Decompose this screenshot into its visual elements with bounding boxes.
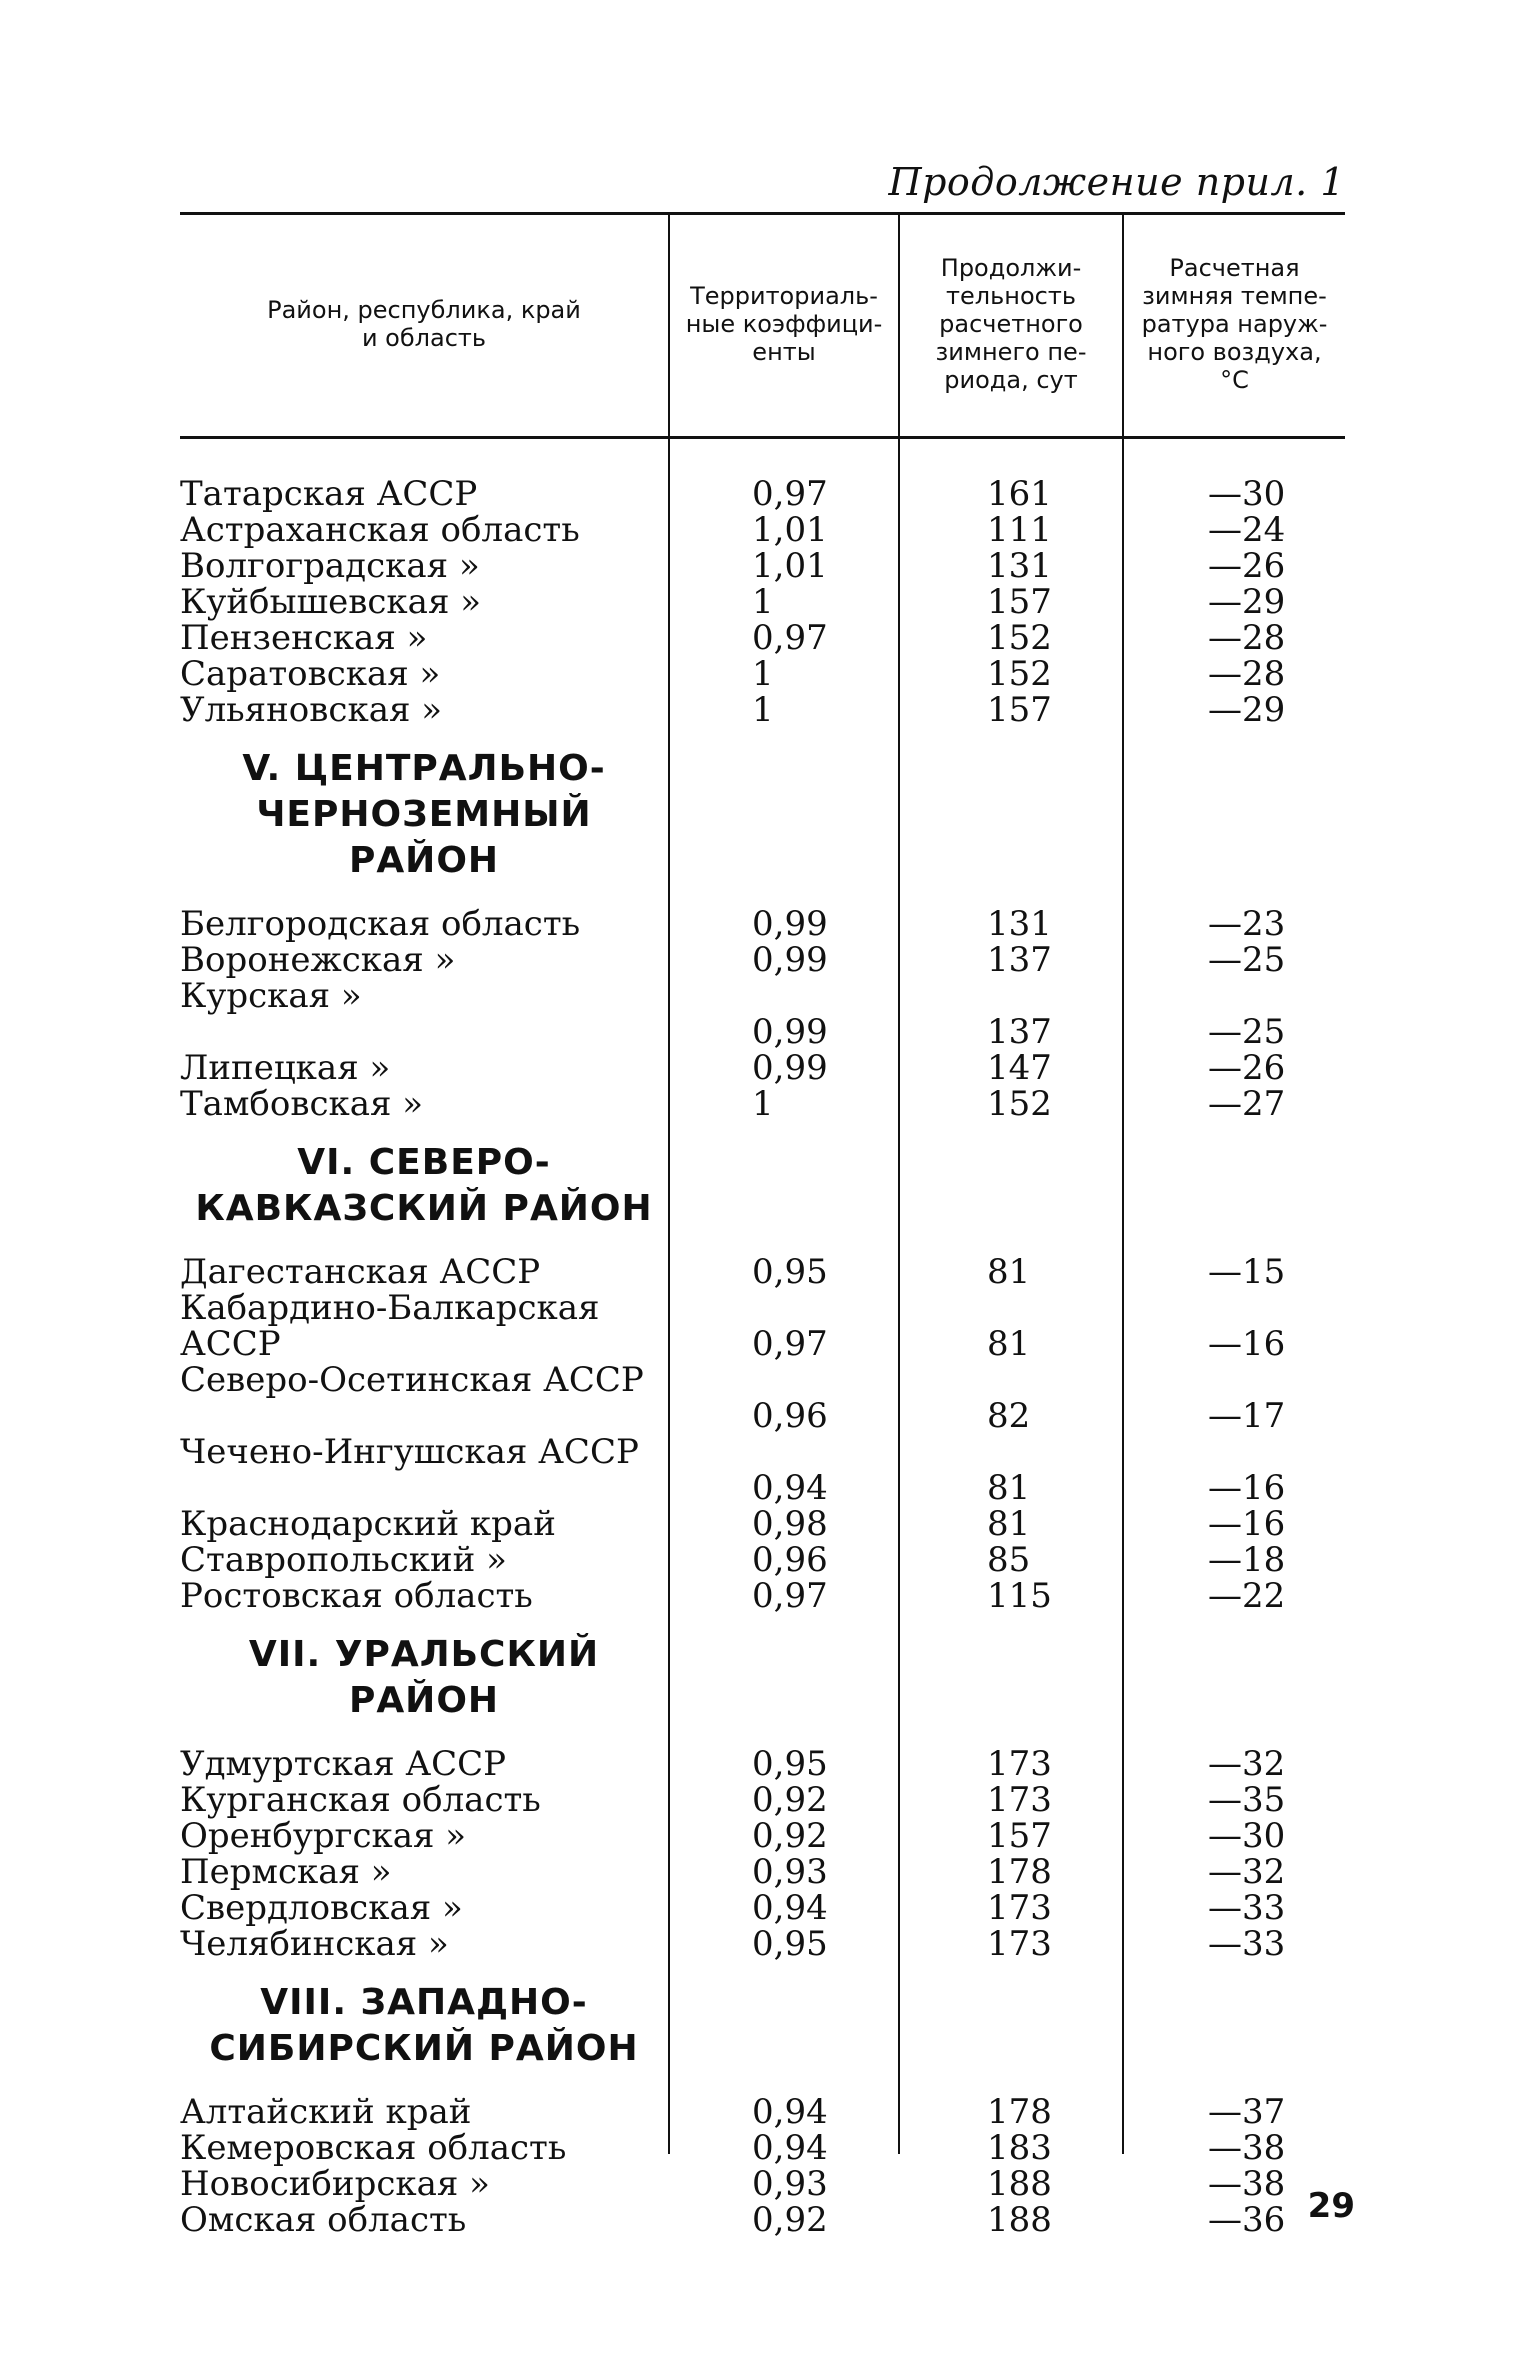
table-row: [0, 942, 1535, 978]
cell-temperature: —16: [1208, 1324, 1286, 1364]
cell-temperature: —18: [1208, 1540, 1286, 1580]
cell-temperature: —23: [1208, 904, 1286, 944]
table-row: [0, 1542, 1535, 1578]
cell-coefficient: 0,95: [752, 1252, 828, 1292]
cell-duration: 85: [987, 1540, 1031, 1580]
table-row: [0, 2166, 1535, 2202]
cell-duration: 183: [987, 2128, 1052, 2168]
cell-duration: 173: [987, 1924, 1052, 1964]
cell-temperature: —28: [1208, 654, 1286, 694]
cell-temperature: —29: [1208, 690, 1286, 730]
cell-temperature: —17: [1208, 1396, 1286, 1436]
cell-region: Омская область: [180, 2200, 467, 2240]
cell-region: Пермская »: [180, 1852, 392, 1892]
cell-temperature: —22: [1208, 1576, 1286, 1616]
table-body: [0, 476, 1535, 2238]
cell-temperature: —32: [1208, 1744, 1286, 1784]
cell-region: Курская »: [180, 976, 362, 1016]
cell-duration: 137: [987, 940, 1052, 980]
cell-coefficient: 0,97: [752, 474, 828, 514]
cell-temperature: —16: [1208, 1468, 1286, 1508]
cell-coefficient: 0,96: [752, 1540, 828, 1580]
cell-temperature: —33: [1208, 1888, 1286, 1928]
header-bottom-rule: [180, 436, 1345, 439]
cell-region: Северо-Осетинская АССР: [180, 1360, 644, 1400]
cell-duration: 178: [987, 2092, 1052, 2132]
cell-region: Свердловская »: [180, 1888, 463, 1928]
cell-temperature: —30: [1208, 1816, 1286, 1856]
cell-duration: 81: [987, 1504, 1031, 1544]
cell-coefficient: 0,94: [752, 1468, 828, 1508]
cell-region: Ульяновская »: [180, 690, 443, 730]
cell-coefficient: 1,01: [752, 546, 828, 586]
cell-region: Ростовская область: [180, 1576, 533, 1616]
cell-duration: 131: [987, 904, 1052, 944]
table-row: [0, 1782, 1535, 1818]
cell-duration: 157: [987, 582, 1052, 622]
section-heading: VI. СЕВЕРО- КАВКАЗСКИЙ РАЙОН: [195, 1142, 653, 1229]
table-row: [0, 584, 1535, 620]
cell-region: Оренбургская »: [180, 1816, 467, 1856]
cell-temperature: —35: [1208, 1780, 1286, 1820]
table-row: [0, 1578, 1535, 1614]
table-row: [0, 1890, 1535, 1926]
table-row: [0, 1746, 1535, 1782]
cell-temperature: —25: [1208, 940, 1286, 980]
table-row: [0, 2130, 1535, 2166]
cell-region: Липецкая »: [180, 1048, 391, 1088]
continuation-title: Продолжение прил. 1: [888, 160, 1345, 204]
cell-region: Челябинская »: [180, 1924, 449, 1964]
cell-duration: 137: [987, 1012, 1052, 1052]
table-row: [0, 2202, 1535, 2238]
column-header-region: Район, республика, край и область: [267, 296, 581, 352]
cell-temperature: —33: [1208, 1924, 1286, 1964]
cell-region: Белгородская область: [180, 904, 581, 944]
table-row: [0, 692, 1535, 728]
cell-temperature: —15: [1208, 1252, 1286, 1292]
cell-region: Дагестанская АССР: [180, 1252, 541, 1292]
cell-coefficient: 1: [752, 690, 774, 730]
cell-coefficient: 0,95: [752, 1924, 828, 1964]
cell-duration: 188: [987, 2164, 1052, 2204]
cell-region: Курганская область: [180, 1780, 541, 1820]
table-row: [0, 656, 1535, 692]
cell-coefficient: 0,97: [752, 618, 828, 658]
column-header-coefficients: Территориаль- ные коэффици- енты: [685, 282, 883, 366]
cell-duration: 81: [987, 1252, 1031, 1292]
table-row: [0, 1854, 1535, 1890]
cell-coefficient: 1,01: [752, 510, 828, 550]
cell-temperature: —30: [1208, 474, 1286, 514]
cell-temperature: —38: [1208, 2164, 1286, 2204]
cell-duration: 81: [987, 1468, 1031, 1508]
table-row: [0, 476, 1535, 512]
table-row: [0, 1926, 1535, 1962]
cell-duration: 157: [987, 690, 1052, 730]
cell-coefficient: 0,92: [752, 1780, 828, 1820]
cell-region: Кабардино-Балкарская АССР: [180, 1288, 600, 1364]
cell-coefficient: 0,98: [752, 1504, 828, 1544]
cell-region: Удмуртская АССР: [180, 1744, 507, 1784]
cell-coefficient: 0,99: [752, 1012, 828, 1052]
cell-coefficient: 0,99: [752, 904, 828, 944]
cell-coefficient: 0,97: [752, 1576, 828, 1616]
cell-temperature: —24: [1208, 510, 1286, 550]
cell-duration: 131: [987, 546, 1052, 586]
section-heading: VIII. ЗАПАДНО- СИБИРСКИЙ РАЙОН: [209, 1982, 639, 2069]
cell-coefficient: 0,95: [752, 1744, 828, 1784]
cell-duration: 161: [987, 474, 1052, 514]
cell-region: Саратовская »: [180, 654, 441, 694]
cell-region: Волгоградская »: [180, 546, 480, 586]
cell-coefficient: 0,92: [752, 1816, 828, 1856]
cell-coefficient: 0,96: [752, 1396, 828, 1436]
cell-duration: 188: [987, 2200, 1052, 2240]
table-row: [0, 1254, 1535, 1290]
table-row: [0, 620, 1535, 656]
section-heading: VII. УРАЛЬСКИЙ РАЙОН: [248, 1634, 600, 1721]
cell-duration: 173: [987, 1744, 1052, 1784]
cell-duration: 152: [987, 1084, 1052, 1124]
table-row: [0, 1818, 1535, 1854]
cell-temperature: —16: [1208, 1504, 1286, 1544]
cell-region: Пензенская »: [180, 618, 428, 658]
cell-duration: 173: [987, 1888, 1052, 1928]
cell-duration: 111: [987, 510, 1052, 550]
cell-region: Ставропольский »: [180, 1540, 507, 1580]
cell-region: Татарская АССР: [180, 474, 478, 514]
cell-duration: 115: [987, 1576, 1052, 1616]
table-row: [0, 906, 1535, 942]
cell-duration: 147: [987, 1048, 1052, 1088]
table-row: [0, 548, 1535, 584]
table-row: [0, 1506, 1535, 1542]
cell-temperature: —38: [1208, 2128, 1286, 2168]
cell-temperature: —27: [1208, 1084, 1286, 1124]
cell-coefficient: 0,93: [752, 2164, 828, 2204]
table-row: [0, 512, 1535, 548]
cell-region: Алтайский край: [180, 2092, 472, 2132]
cell-coefficient: 0,94: [752, 2128, 828, 2168]
table-row: [0, 2094, 1535, 2130]
cell-region: Астраханская область: [180, 510, 580, 550]
cell-coefficient: 0,92: [752, 2200, 828, 2240]
table-row: [0, 1050, 1535, 1086]
table-row: [0, 1362, 1535, 1434]
cell-duration: 173: [987, 1780, 1052, 1820]
cell-duration: 152: [987, 618, 1052, 658]
cell-temperature: —37: [1208, 2092, 1286, 2132]
cell-coefficient: 1: [752, 1084, 774, 1124]
cell-region: Краснодарский край: [180, 1504, 556, 1544]
cell-duration: 157: [987, 1816, 1052, 1856]
column-header-temperature: Расчетная зимняя темпе- ратура наруж- ного воздуха, °С: [1141, 254, 1328, 394]
cell-coefficient: 0,93: [752, 1852, 828, 1892]
cell-temperature: —36: [1208, 2200, 1286, 2240]
cell-coefficient: 1: [752, 654, 774, 694]
table-row: [0, 1290, 1535, 1362]
cell-coefficient: 1: [752, 582, 774, 622]
cell-coefficient: 0,94: [752, 2092, 828, 2132]
cell-duration: 82: [987, 1396, 1031, 1436]
cell-coefficient: 0,97: [752, 1324, 828, 1364]
cell-region: Воронежская »: [180, 940, 456, 980]
section-heading: V. ЦЕНТРАЛЬНО- ЧЕРНОЗЕМНЫЙ РАЙОН: [242, 748, 606, 881]
cell-temperature: —32: [1208, 1852, 1286, 1892]
cell-coefficient: 0,94: [752, 1888, 828, 1928]
cell-temperature: —26: [1208, 546, 1286, 586]
cell-region: Куйбышевская »: [180, 582, 482, 622]
cell-coefficient: 0,99: [752, 1048, 828, 1088]
cell-duration: 152: [987, 654, 1052, 694]
cell-temperature: —29: [1208, 582, 1286, 622]
cell-region: Чечено-Ингушская АССР: [180, 1432, 639, 1472]
table-row: [0, 978, 1535, 1050]
page-number: 29: [1307, 2186, 1355, 2226]
cell-region: Новосибирская »: [180, 2164, 490, 2204]
column-header-duration: Продолжи- тельность расчетного зимнего пе- риода, сут: [935, 254, 1087, 394]
table-row: [0, 1086, 1535, 1122]
table-row: [0, 1434, 1535, 1506]
cell-region: Кемеровская область: [180, 2128, 567, 2168]
cell-region: Тамбовская »: [180, 1084, 424, 1124]
cell-coefficient: 0,99: [752, 940, 828, 980]
cell-temperature: —28: [1208, 618, 1286, 658]
cell-duration: 81: [987, 1324, 1031, 1364]
cell-temperature: —25: [1208, 1012, 1286, 1052]
cell-temperature: —26: [1208, 1048, 1286, 1088]
cell-duration: 178: [987, 1852, 1052, 1892]
